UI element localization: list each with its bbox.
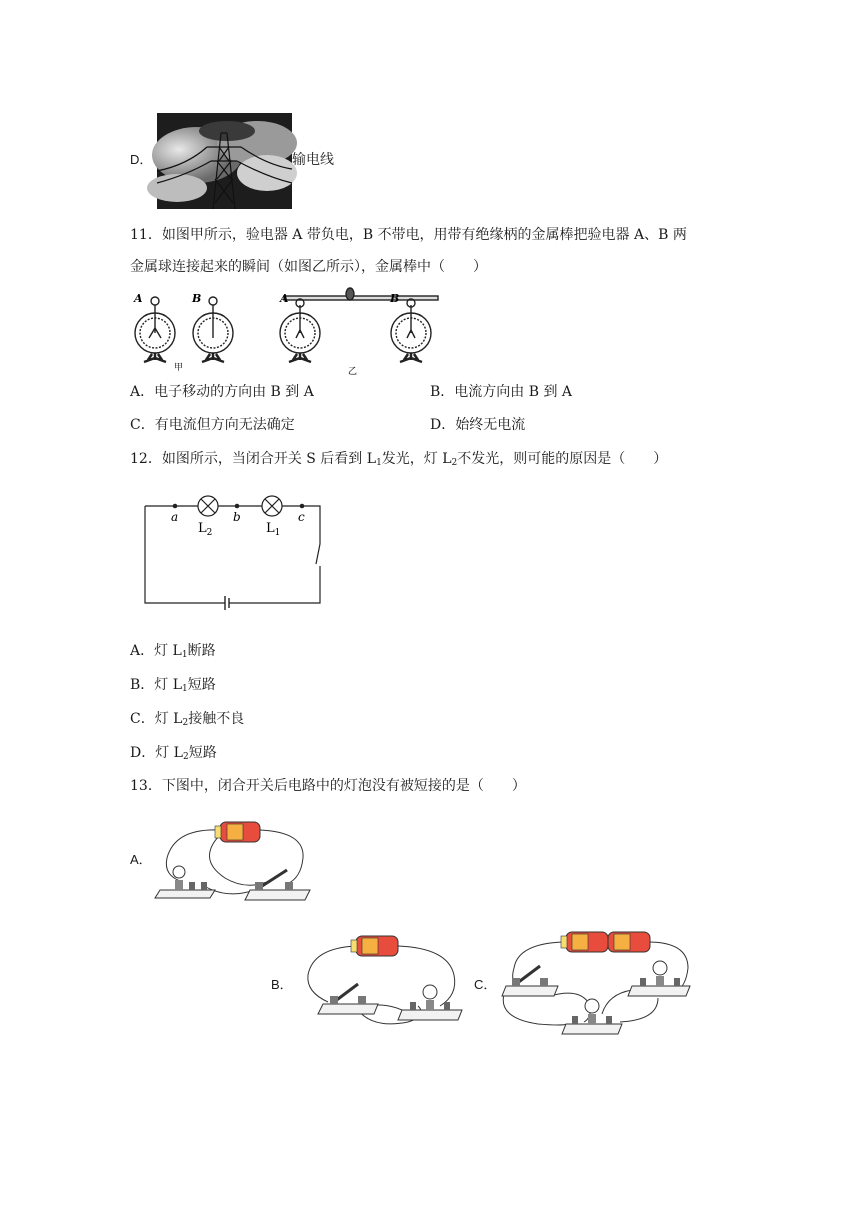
node-a-label: a: [171, 510, 179, 524]
q13-circuit-a: [155, 818, 315, 903]
q10-option-d-text: 输电线: [292, 152, 334, 168]
q12-option-a: A．灯 $L_1$断路: [130, 643, 216, 660]
q12-option-d: D．灯 $L_2$短路: [130, 745, 217, 762]
q10-option-d-letter: D．: [130, 152, 153, 167]
electroscope-b-label: B: [192, 292, 202, 305]
lamp-l2-label: $L_2$: [198, 521, 213, 538]
electroscope-b-label-yi: B: [390, 292, 400, 305]
figure-yi-label: 乙: [348, 367, 358, 377]
power-tower-photo: [157, 113, 292, 209]
electroscope-a-label-yi: A: [280, 292, 289, 305]
q13-option-c-label: C．: [474, 977, 497, 992]
q11-stem-line2: 金属球连接起来的瞬间（如图乙所示），金属棒中（ ）: [130, 259, 487, 275]
q13-option-b-label: B．: [271, 977, 293, 992]
q11-option-c: C．有电流但方向无法确定: [130, 417, 295, 433]
node-c-label: c: [298, 510, 305, 524]
q13-option-a-label: A．: [130, 852, 152, 867]
q12-stem: 12．如图所示，当闭合开关 S 后看到 $L_1$发光，灯 $L_2$不发光，则可能的原因是（ ）: [130, 451, 668, 468]
q13-circuit-b: [298, 930, 468, 1030]
figure-jia-label: 甲: [174, 363, 184, 373]
q11-stem-line1: 11．如图甲所示，验电器 A 带负电，B 不带电，用带有绝缘柄的金属棒把验电器 A、B 两: [130, 227, 687, 243]
q11-option-a: A．电子移动的方向由 B 到 A: [130, 384, 314, 400]
electroscope-figure: [128, 288, 448, 378]
q11-option-d: D．始终无电流: [430, 417, 526, 433]
q12-option-c: C．灯 $L_2$接触不良: [130, 711, 245, 728]
q13-circuit-c: [498, 928, 698, 1043]
node-b-label: b: [233, 510, 241, 524]
electroscope-a-label: A: [134, 292, 143, 305]
circuit-diagram: [140, 490, 330, 610]
q13-stem: 13．下图中，闭合开关后电路中的灯泡没有被短接的是（ ）: [130, 778, 526, 794]
q11-option-b: B．电流方向由 B 到 A: [430, 384, 573, 400]
lamp-l1-label: $L_1$: [266, 521, 281, 538]
q12-option-b: B．灯 $L_1$短路: [130, 677, 216, 694]
